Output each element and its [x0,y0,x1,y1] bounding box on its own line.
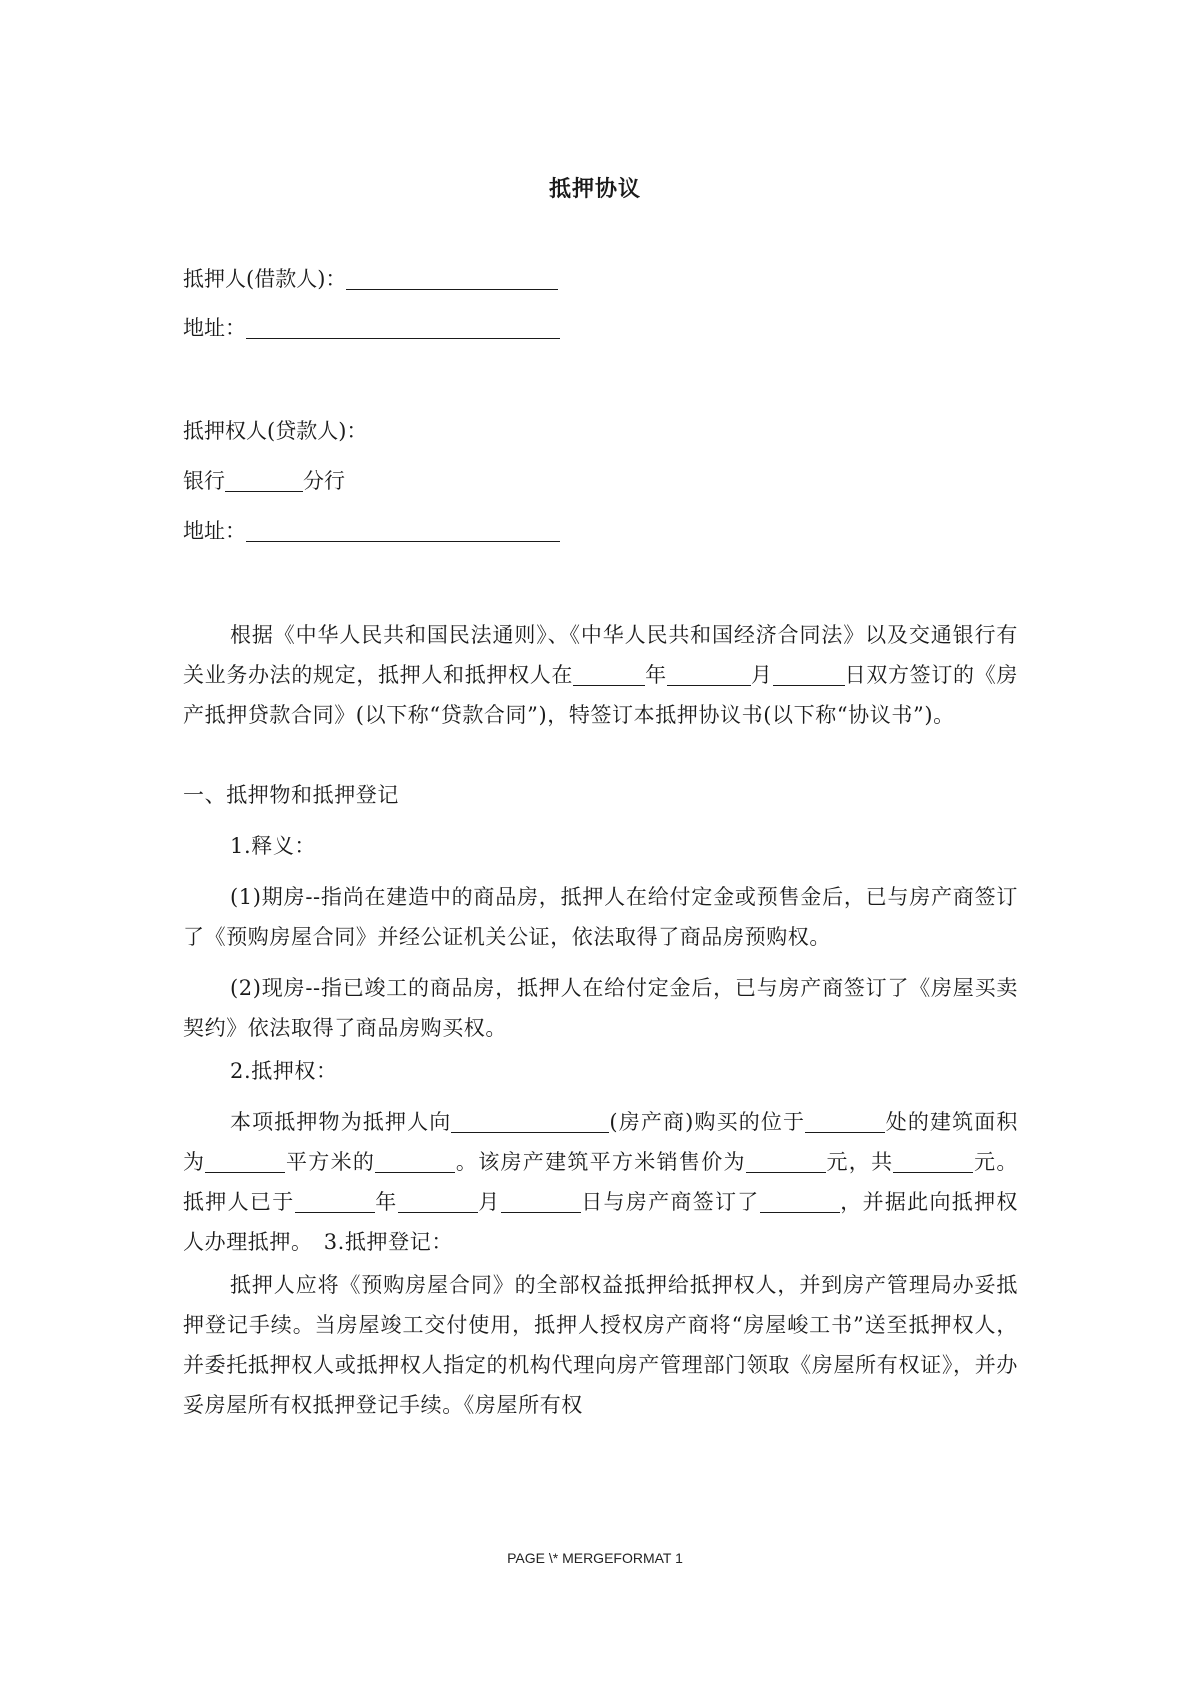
fill-blank [205,1150,285,1173]
mortgagor-address-line [183,313,560,343]
date-blank [773,663,845,686]
fill-blank [760,1190,840,1213]
item3-heading: 3.抵押登记： [323,1230,453,1254]
date-blank [573,663,645,686]
bank-line [183,466,345,496]
fill-blank [398,1190,478,1213]
fill-blank [805,1110,885,1133]
intro-paragraph: 根据《中华人民共和国民法通则》、《中华人民共和国经济合同法》以及交通银行有关业务办法的规定，抵押人和抵押权人在 年 月 日双方签订的《房产抵押贷款合同》(以下称“贷款合同”)，特签订本抵押协议书(以下称“协议书”)。 [183,623,1018,727]
fill-blank [451,1110,609,1133]
address-label: 地址： [183,316,246,340]
bank-suffix: 分行 [303,469,345,493]
bank-blank [225,469,303,492]
fill-blank [501,1190,581,1213]
definition-existing-housing: (2)现房--指已竣工的商品房，抵押人在给付定金后，已与房产商签订了《房屋买卖契约》依法取得了商品房购买权。 [183,976,1018,1040]
item3-paragraph: 抵押人应将《预购房屋合同》的全部权益抵押给抵押权人，并到房产管理局办妥抵押登记手续。当房屋竣工交付使用，抵押人授权房产商将“房屋峻工书”送至抵押权人，并委托抵押权人或抵押权人指定的机构代理向房产管理部门领取《房屋所有权证》，并办妥房屋所有权抵押登记手续。《房屋所有权 [183,1273,1018,1417]
page-footer: PAGE \* MERGEFORMAT 1 [507,1550,683,1566]
mortgagee-label: 抵押权人(贷款人)： [183,419,368,443]
fill-blank [295,1190,375,1213]
bank-prefix: 银行 [183,469,225,493]
section-heading: 一、抵押物和抵押登记 [183,783,399,807]
definition-futures-housing: (1)期房--指尚在建造中的商品房，抵押人在给付定金或预售金后，已与房产商签订了《预购房屋合同》并经公证机关公证，依法取得了商品房预购权。 [183,885,1018,949]
mortgagee-address-blank [246,519,560,542]
mortgagor-address-blank [246,316,560,339]
mortgagor-line [183,264,558,294]
mortgagee-address-line [183,516,560,546]
document-title: 抵押协议 [548,176,641,202]
fill-blank [375,1150,455,1173]
address-label: 地址： [183,519,246,543]
mortgagor-blank [346,267,558,290]
mortgagee-line [183,416,367,446]
item1-heading: 1.释义： [230,834,317,858]
fill-blank [893,1150,973,1173]
date-blank [667,663,751,686]
item2-heading: 2.抵押权： [230,1059,338,1083]
item2-paragraph: 本项抵押物为抵押人向 (房产商)购买的位于 处的建筑面积为 平方米的 。该房产建筑平方米销售价为 元，共 元。抵押人已于 年 月 日与房产商签订了 ，并据此向抵押权人办理抵押。 3.抵押登记： [183,1110,1019,1254]
fill-blank [746,1150,826,1173]
mortgagor-label: 抵押人(借款人)： [183,267,347,291]
